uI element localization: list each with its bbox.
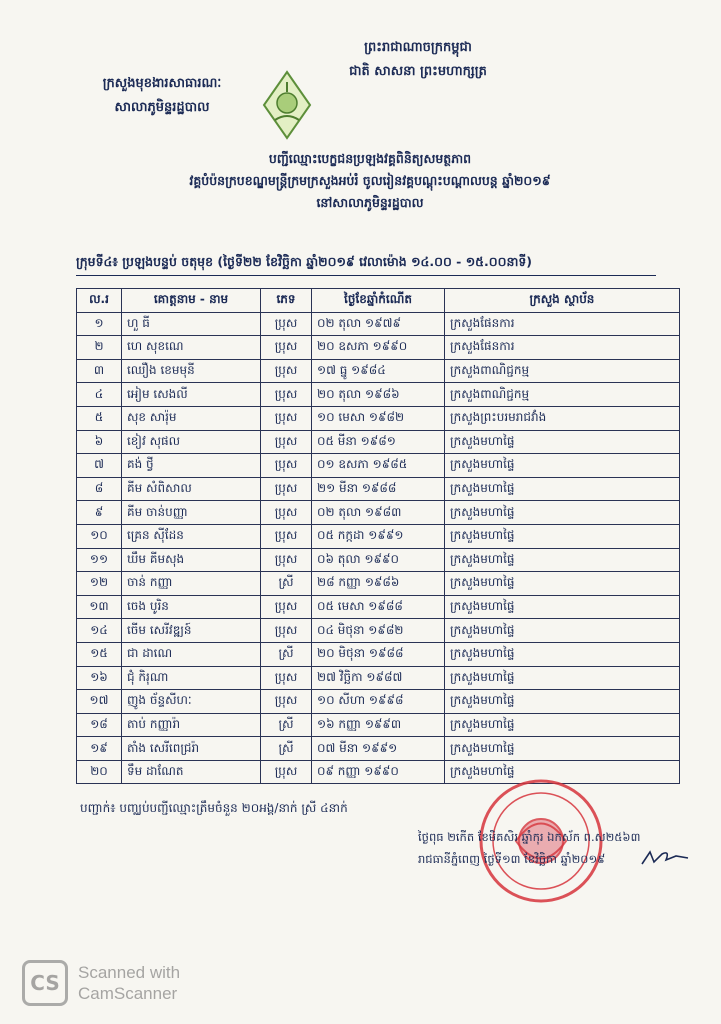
cell-birthdate: ០៤ មិថុនា ១៩៨២ (312, 619, 445, 643)
table-row (77, 642, 680, 666)
institution-header (72, 72, 252, 120)
cell-number: ១៦ (77, 666, 122, 690)
cell-name: ទឹម ដាណែត (122, 760, 261, 784)
cell-number: ១៨ (77, 713, 122, 737)
cell-name: ខៀវ សុផល (122, 430, 261, 454)
cell-name: ជា ដាណេ (122, 642, 261, 666)
cell-name: ឃឹម គីមសុង (122, 548, 261, 572)
camscanner-logo-icon: CS (22, 960, 68, 1006)
cell-ministry: ក្រសួងមហាផ្ទៃ (445, 737, 680, 761)
kingdom-header (318, 36, 518, 84)
signature-icon (640, 846, 690, 870)
solar-date: រាជធានីភ្នំពេញ ថ្ងៃទី១៣ ខែវិច្ឆិកា ឆ្នាំ២០១៩ (418, 852, 606, 866)
col-birthdate: ថ្ងៃខែឆ្នាំកំណើត (312, 289, 445, 313)
cell-birthdate: ២១ មីនា ១៩៨៨ (312, 477, 445, 501)
cell-birthdate: ២៧ វិច្ឆិកា ១៩៨៧ (312, 666, 445, 690)
cell-number: ២០ (77, 760, 122, 784)
cell-name: គីម សំពិសាល (122, 477, 261, 501)
cell-number: ១៧ (77, 690, 122, 714)
ministry-name: ក្រសួងមុខងារសាធារណៈ (102, 76, 222, 91)
cell-name: គីម ចាន់បញ្ញា (122, 501, 261, 525)
cell-name: តាំង សេរីពេជ្ររ៉ា (122, 737, 261, 761)
table-row (77, 690, 680, 714)
cell-name: អៀម សេងលី (122, 383, 261, 407)
exam-group-line: ក្រុមទី៤៖ ប្រឡងបន្ទប់ ចតុមុខ (ថ្ងៃទី២២ ខែវិច្ឆិកា ឆ្នាំ២០១៩ វេលាម៉ោង ១៤.០០ - ១៥.០០នាទី) (76, 254, 656, 276)
cell-ministry: ក្រសួងមហាផ្ទៃ (445, 595, 680, 619)
school-emblem-icon (262, 70, 312, 140)
col-ministry: ក្រសួង ស្ថាប័ន (445, 289, 680, 313)
table-row (77, 666, 680, 690)
cell-name: សុខ សារ៉ុម (122, 406, 261, 430)
cell-number: ១ (77, 312, 122, 336)
table-row (77, 524, 680, 548)
cell-ministry: ក្រសួងព្រះបរមរាជវាំង (445, 406, 680, 430)
table-row (77, 619, 680, 643)
cell-name: ចើម សេរីវឌ្ឍន៍ (122, 619, 261, 643)
cell-birthdate: ០៧ មីនា ១៩៩១ (312, 737, 445, 761)
cell-number: ១៤ (77, 619, 122, 643)
cell-ministry: ក្រសួងផែនការ (445, 336, 680, 360)
camscanner-line-2: CamScanner (78, 984, 178, 1003)
cell-ministry: ក្រសួងមហាផ្ទៃ (445, 524, 680, 548)
cell-sex: ប្រុស (261, 595, 312, 619)
col-number: ល.រ (77, 289, 122, 313)
table-row (77, 501, 680, 525)
title-line-2: វគ្គបំប៉នក្របខណ្ឌមន្ត្រីក្រមក្រសួងអប់រំ ចូលរៀនវគ្គបណ្តុះបណ្តាលបន្ត ឆ្នាំ២០១៩ (189, 173, 551, 188)
cell-name: ចាន់ កញ្ញា (122, 572, 261, 596)
cell-birthdate: ០៥ មីនា ១៩៨១ (312, 430, 445, 454)
camscanner-text (78, 962, 180, 1004)
cell-ministry: ក្រសួងមហាផ្ទៃ (445, 760, 680, 784)
cell-number: ៩ (77, 501, 122, 525)
cell-sex: ប្រុស (261, 477, 312, 501)
cell-number: ១២ (77, 572, 122, 596)
cell-name: ឈឿង ខេមមុនី (122, 359, 261, 383)
cell-number: ៣ (77, 359, 122, 383)
cell-number: ៤ (77, 383, 122, 407)
cell-ministry: ក្រសួងមហាផ្ទៃ (445, 477, 680, 501)
cell-sex: ប្រុស (261, 666, 312, 690)
cell-birthdate: ១៦ កញ្ញា ១៩៩៣ (312, 713, 445, 737)
cell-sex: ប្រុស (261, 524, 312, 548)
table-row (77, 336, 680, 360)
national-motto: ជាតិ សាសនា ព្រះមហាក្សត្រ (349, 64, 487, 79)
cell-sex: ស្រី (261, 572, 312, 596)
cell-sex: ប្រុស (261, 760, 312, 784)
cell-sex: ស្រី (261, 642, 312, 666)
table-row (77, 548, 680, 572)
table-row (77, 454, 680, 478)
table-row (77, 359, 680, 383)
cell-birthdate: ២០ ឧសភា ១៩៩០ (312, 336, 445, 360)
cell-name: គង់ ថ្វី (122, 454, 261, 478)
cell-number: ១៣ (77, 595, 122, 619)
cell-birthdate: ០២ តុលា ១៩៨៣ (312, 501, 445, 525)
cell-number: ៧ (77, 454, 122, 478)
table-body (77, 312, 680, 784)
cell-birthdate: ០៩ កញ្ញា ១៩៩០ (312, 760, 445, 784)
cell-ministry: ក្រសួងមហាផ្ទៃ (445, 548, 680, 572)
cell-birthdate: ០២ តុលា ១៩៧៩ (312, 312, 445, 336)
cell-name: ហេ សុខណេ (122, 336, 261, 360)
cell-ministry: ក្រសួងមហាផ្ទៃ (445, 501, 680, 525)
cell-birthdate: ០៥ មេសា ១៩៨៨ (312, 595, 445, 619)
title-line-3: នៅសាលាភូមិន្ទរដ្ឋបាល (316, 195, 424, 210)
cell-ministry: ក្រសួងពាណិជ្ជកម្ម (445, 359, 680, 383)
school-name: សាលាភូមិន្ទរដ្ឋបាល (114, 100, 210, 115)
cell-birthdate: ២០ មិថុនា ១៩៨៨ (312, 642, 445, 666)
table-row (77, 713, 680, 737)
cell-name: ហួ ធី (122, 312, 261, 336)
cell-ministry: ក្រសួងមហាផ្ទៃ (445, 690, 680, 714)
cell-sex: ប្រុស (261, 454, 312, 478)
cell-number: ៨ (77, 477, 122, 501)
lunar-date: ថ្ងៃពុធ ២កើត ខែមិគសិរ ឆ្នាំកុរ ឯកស័ក ព.ស២៥៦៣ (418, 830, 641, 844)
cell-name: គ្រេន ស៊ីដែន (122, 524, 261, 548)
table-row (77, 406, 680, 430)
cell-sex: ស្រី (261, 737, 312, 761)
cell-sex: ប្រុស (261, 548, 312, 572)
table-row (77, 383, 680, 407)
cell-sex: ប្រុស (261, 336, 312, 360)
cell-birthdate: ១៧ ធ្នូ ១៩៨៤ (312, 359, 445, 383)
cell-sex: ប្រុស (261, 312, 312, 336)
cell-number: ១៥ (77, 642, 122, 666)
cell-ministry: ក្រសួងមហាផ្ទៃ (445, 619, 680, 643)
cell-sex: ប្រុស (261, 501, 312, 525)
cell-sex: ប្រុស (261, 430, 312, 454)
cell-name: ញូង ច័ន្ទសីហៈ (122, 690, 261, 714)
kingdom-title: ព្រះរាជាណាចក្រកម្ពុជា (364, 40, 472, 55)
note-text: បញ្ជាក់៖ បញ្ឈប់បញ្ជីឈ្មោះត្រឹមចំនួន ២០អង្គ/នាក់ ស្រី ៤នាក់ (80, 801, 348, 815)
document-title (160, 148, 580, 214)
table-row (77, 572, 680, 596)
cell-birthdate: ០៥ កក្កដា ១៩៩១ (312, 524, 445, 548)
cell-ministry: ក្រសួងផែនការ (445, 312, 680, 336)
cell-ministry: ក្រសួងមហាផ្ទៃ (445, 454, 680, 478)
cell-sex: ប្រុស (261, 406, 312, 430)
camscanner-watermark (22, 960, 180, 1006)
cell-sex: ស្រី (261, 713, 312, 737)
candidate-table (76, 288, 680, 784)
cell-sex: ប្រុស (261, 619, 312, 643)
cell-name: ចេង បូរិន (122, 595, 261, 619)
cell-number: ៥ (77, 406, 122, 430)
cell-number: ៦ (77, 430, 122, 454)
cell-name: តាប់ កញ្ញារ៉ា (122, 713, 261, 737)
cell-ministry: ក្រសួងមហាផ្ទៃ (445, 430, 680, 454)
table-header-row (77, 289, 680, 313)
cell-number: ១០ (77, 524, 122, 548)
cell-name: ជុំ កិរុណា (122, 666, 261, 690)
table-row (77, 595, 680, 619)
cell-ministry: ក្រសួងមហាផ្ទៃ (445, 642, 680, 666)
cell-number: ២ (77, 336, 122, 360)
cell-birthdate: ២០ តុលា ១៩៨៦ (312, 383, 445, 407)
camscanner-line-1: Scanned with (78, 963, 181, 982)
cell-ministry: ក្រសួងមហាផ្ទៃ (445, 666, 680, 690)
title-line-1: បញ្ជីឈ្មោះបេក្ខជនប្រឡងវគ្គពិនិត្យសមត្ថភាព (268, 151, 472, 166)
cell-sex: ប្រុស (261, 359, 312, 383)
cell-birthdate: ១០ សីហា ១៩៩៨ (312, 690, 445, 714)
cell-birthdate: ០១ ឧសភា ១៩៨៥ (312, 454, 445, 478)
table-row (77, 737, 680, 761)
col-sex: ភេទ (261, 289, 312, 313)
cell-ministry: ក្រសួងមហាផ្ទៃ (445, 713, 680, 737)
cell-birthdate: ០៦ តុលា ១៩៩០ (312, 548, 445, 572)
cell-birthdate: ១០ មេសា ១៩៨២ (312, 406, 445, 430)
signature-date-block (418, 826, 640, 870)
table-row (77, 430, 680, 454)
table-row (77, 477, 680, 501)
cell-number: ១៩ (77, 737, 122, 761)
cell-number: ១១ (77, 548, 122, 572)
cell-ministry: ក្រសួងពាណិជ្ជកម្ម (445, 383, 680, 407)
col-name: គោត្តនាម - នាម (122, 289, 261, 313)
cell-birthdate: ២៨ កញ្ញា ១៩៨៦ (312, 572, 445, 596)
cell-ministry: ក្រសួងមហាផ្ទៃ (445, 572, 680, 596)
table-row (77, 312, 680, 336)
cell-sex: ប្រុស (261, 690, 312, 714)
cell-sex: ប្រុស (261, 383, 312, 407)
